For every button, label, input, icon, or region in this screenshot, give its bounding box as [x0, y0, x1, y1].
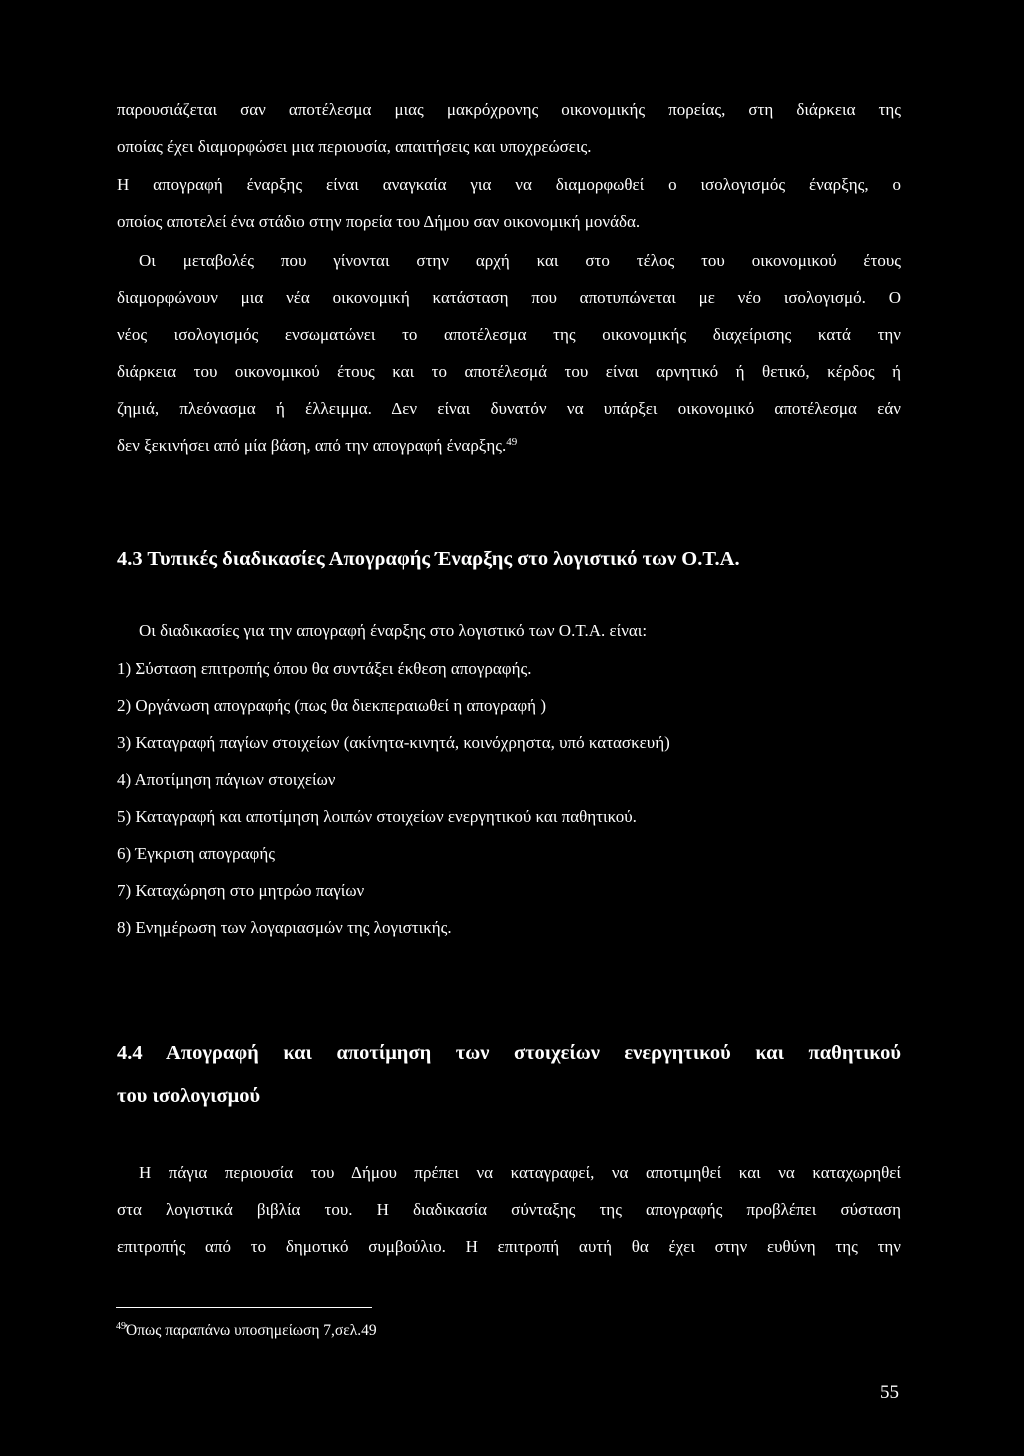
- body-text-line: οποίας έχει διαμορφώσει μια περιουσία, απαιτήσεις και υποχρεώσεις.: [117, 137, 592, 156]
- page-number: 55: [880, 1382, 899, 1403]
- body-text-line: νέος ισολογισμός ενσωματώνει το αποτέλεσμα της οικονομικής διαχείρισης κατά την: [117, 325, 901, 344]
- body-text-last-line: δεν ξεκινήσει από μία βάση, από την απογραφή έναρξης.: [117, 436, 507, 455]
- list-item: 3) Καταγραφή παγίων στοιχείων (ακίνητα-κινητά, κοινόχρηστα, υπό κατασκευή): [117, 733, 670, 752]
- list-item: 2) Οργάνωση απογραφής (πως θα διεκπεραιωθεί η απογραφή ): [117, 696, 546, 715]
- body-text-line: παρουσιάζεται σαν αποτέλεσμα μιας μακρόχρονης οικονομικής πορείας, στη διάρκεια της: [117, 100, 901, 119]
- footnote-reference[interactable]: 49: [506, 435, 518, 448]
- list-item: 7) Καταχώρηση στο μητρώο παγίων: [117, 881, 365, 900]
- footnote: [116, 1321, 377, 1341]
- footnote-marker: 49: [116, 1321, 126, 1332]
- list-item: 5) Καταγραφή και αποτίμηση λοιπών στοιχείων ενεργητικού και παθητικού.: [117, 807, 637, 826]
- list-item: 1) Σύσταση επιτροπής όπου θα συντάξει έκθεση απογραφής.: [117, 659, 532, 678]
- list-item: 8) Ενημέρωση των λογαριασμών της λογιστικής.: [117, 918, 452, 937]
- body-text-line: ζημιά, πλεόνασμα ή έλλειμμα. Δεν είναι δυνατόν να υπάρξει οικονομικό αποτέλεσμα εάν: [117, 399, 901, 418]
- body-text-line: Οι μεταβολές που γίνονται στην αρχή και στο τέλος του οικονομικού έτους: [139, 251, 901, 270]
- body-text-line: Η πάγια περιουσία του Δήμου πρέπει να καταγραφεί, να αποτιμηθεί και να καταχωρηθεί: [139, 1163, 901, 1182]
- footnote-divider: [116, 1307, 372, 1308]
- body-text-line: οποίος αποτελεί ένα στάδιο στην πορεία του Δήμου σαν οικονομική μονάδα.: [117, 212, 641, 231]
- section-heading-4-4-continued: του ισολογισμού: [117, 1085, 261, 1107]
- section-heading-4-3: 4.3 Τυπικές διαδικασίες Απογραφής Έναρξης στο λογιστικό των Ο.Τ.Α.: [117, 548, 740, 570]
- body-text-line: επιτροπής από το δημοτικό συμβούλιο. Η επιτροπή αυτή θα έχει στην ευθύνη της την: [117, 1237, 901, 1256]
- body-text-line: διαμορφώνουν μια νέα οικονομική κατάσταση που αποτυπώνεται με νέο ισολογισμό. Ο: [117, 288, 901, 307]
- footnote-text: Όπως παραπάνω υποσημείωση 7,σελ.49: [126, 1322, 377, 1339]
- body-text-line: διάρκεια του οικονομικού έτους και το αποτέλεσμά του είναι αρνητικό ή θετικό, κέρδος ή: [117, 362, 901, 381]
- body-text-line: στα λογιστικά βιβλία του. Η διαδικασία σύνταξης της απογραφής προβλέπει σύσταση: [117, 1200, 901, 1219]
- body-text-line: Η απογραφή έναρξης είναι αναγκαία για να διαμορφωθεί ο ισολογισμός έναρξης, ο: [117, 175, 901, 194]
- list-item: 6) Έγκριση απογραφής: [117, 844, 275, 863]
- body-text-line: [117, 435, 901, 457]
- list-intro: Οι διαδικασίες για την απογραφή έναρξης στο λογιστικό των Ο.Τ.Α. είναι:: [139, 621, 648, 640]
- list-item: 4) Αποτίμηση πάγιων στοιχείων: [117, 770, 336, 789]
- section-heading-4-4: 4.4 Απογραφή και αποτίμηση των στοιχείων ενεργητικού και παθητικού: [117, 1042, 901, 1064]
